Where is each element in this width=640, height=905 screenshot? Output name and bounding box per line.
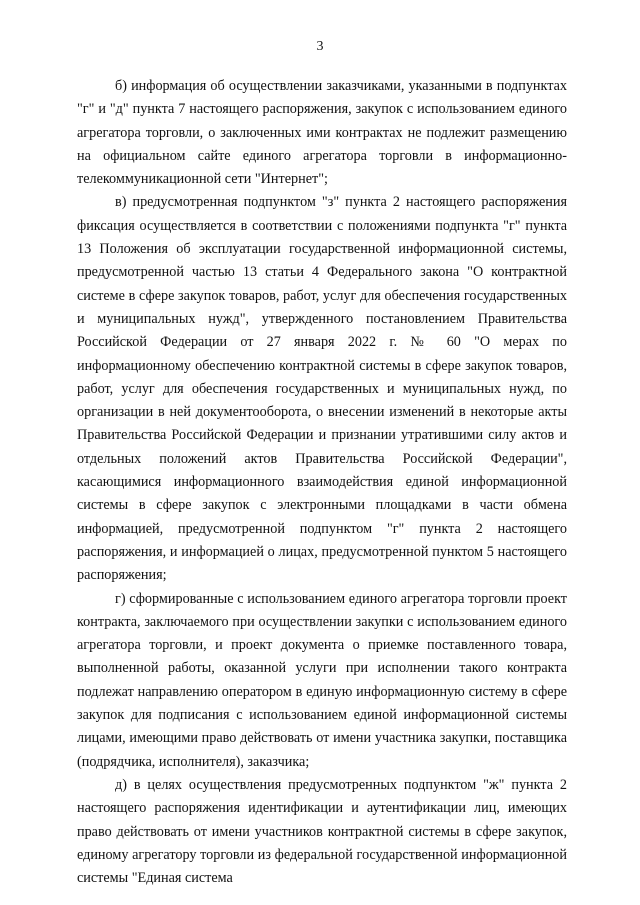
paragraph-d: д) в целях осуществления предусмотренных подпунктом "ж" пункта 2 настоящего распоряжения идентификации и аутентификации лиц, имеющих право действовать от имени участников контрактной системы в сфере закупок, единому агрегатору торговли из федеральной государственной информационной системы "Единая система [77, 776, 567, 887]
page-number: 3 [316, 39, 324, 54]
paragraph-b: б) информация об осуществлении заказчиками, указанными в подпунктах "г" и "д" пункта 7 настоящего распоряжения, закупок с использованием единого агрегатора торговли, о заключенных ими контрактах не подлежит размещению на официальном сайте единого агрегатора торговли в информационно-телекоммуникационной сети "Интернет"; [77, 78, 567, 188]
paragraph-v: в) предусмотренная подпунктом "з" пункта 2 настоящего распоряжения фиксация осуществляется в соответствии с положениями подпункта "г" пункта 13 Положения об эксплуатации государственной информационной системы, предусмотренной частью 13 статьи 4 Федерального закона "О контрактной системе в сфере закупок товаров, работ, услуг для обеспечения государственных и муниципальных нужд", утвержденного постановлением Правительства Российской Федерации от 27 января 2022 г. № 60 "О мерах по информационному обеспечению контрактной системы в сфере закупок товаров, работ, услуг для обеспечения государственных и муниципальных нужд, по организации в ней документооборота, о внесении изменений в некоторые акты Правительства Российской Федерации и признании утратившими силу актов и отдельных положений актов Правительства Российской Федерации", касающимися информационного взаимодействия единой информационной системы в сфере закупок с электронными площадками в части обмена информацией, предусмотренной подпунктом "г" пункта 2 настоящего распоряжения, и информацией о лицах, предусмотренной пунктом 5 настоящего распоряжения; [77, 194, 567, 584]
document-body [77, 75, 567, 890]
paragraph-g: г) сформированные с использованием единого агрегатора торговли проект контракта, заключаемого при осуществлении закупки с использованием единого агрегатора торговли, и проект документа о приемке поставленного товара, выполненной работы, оказанной услуги при исполнении такого контракта подлежат направлению оператором в единую информационную систему в сфере закупок для подписания с использованием единой информационной системы лицами, имеющими право действовать от имени участника закупки, поставщика (подрядчика, исполнителя), заказчика; [77, 590, 567, 770]
